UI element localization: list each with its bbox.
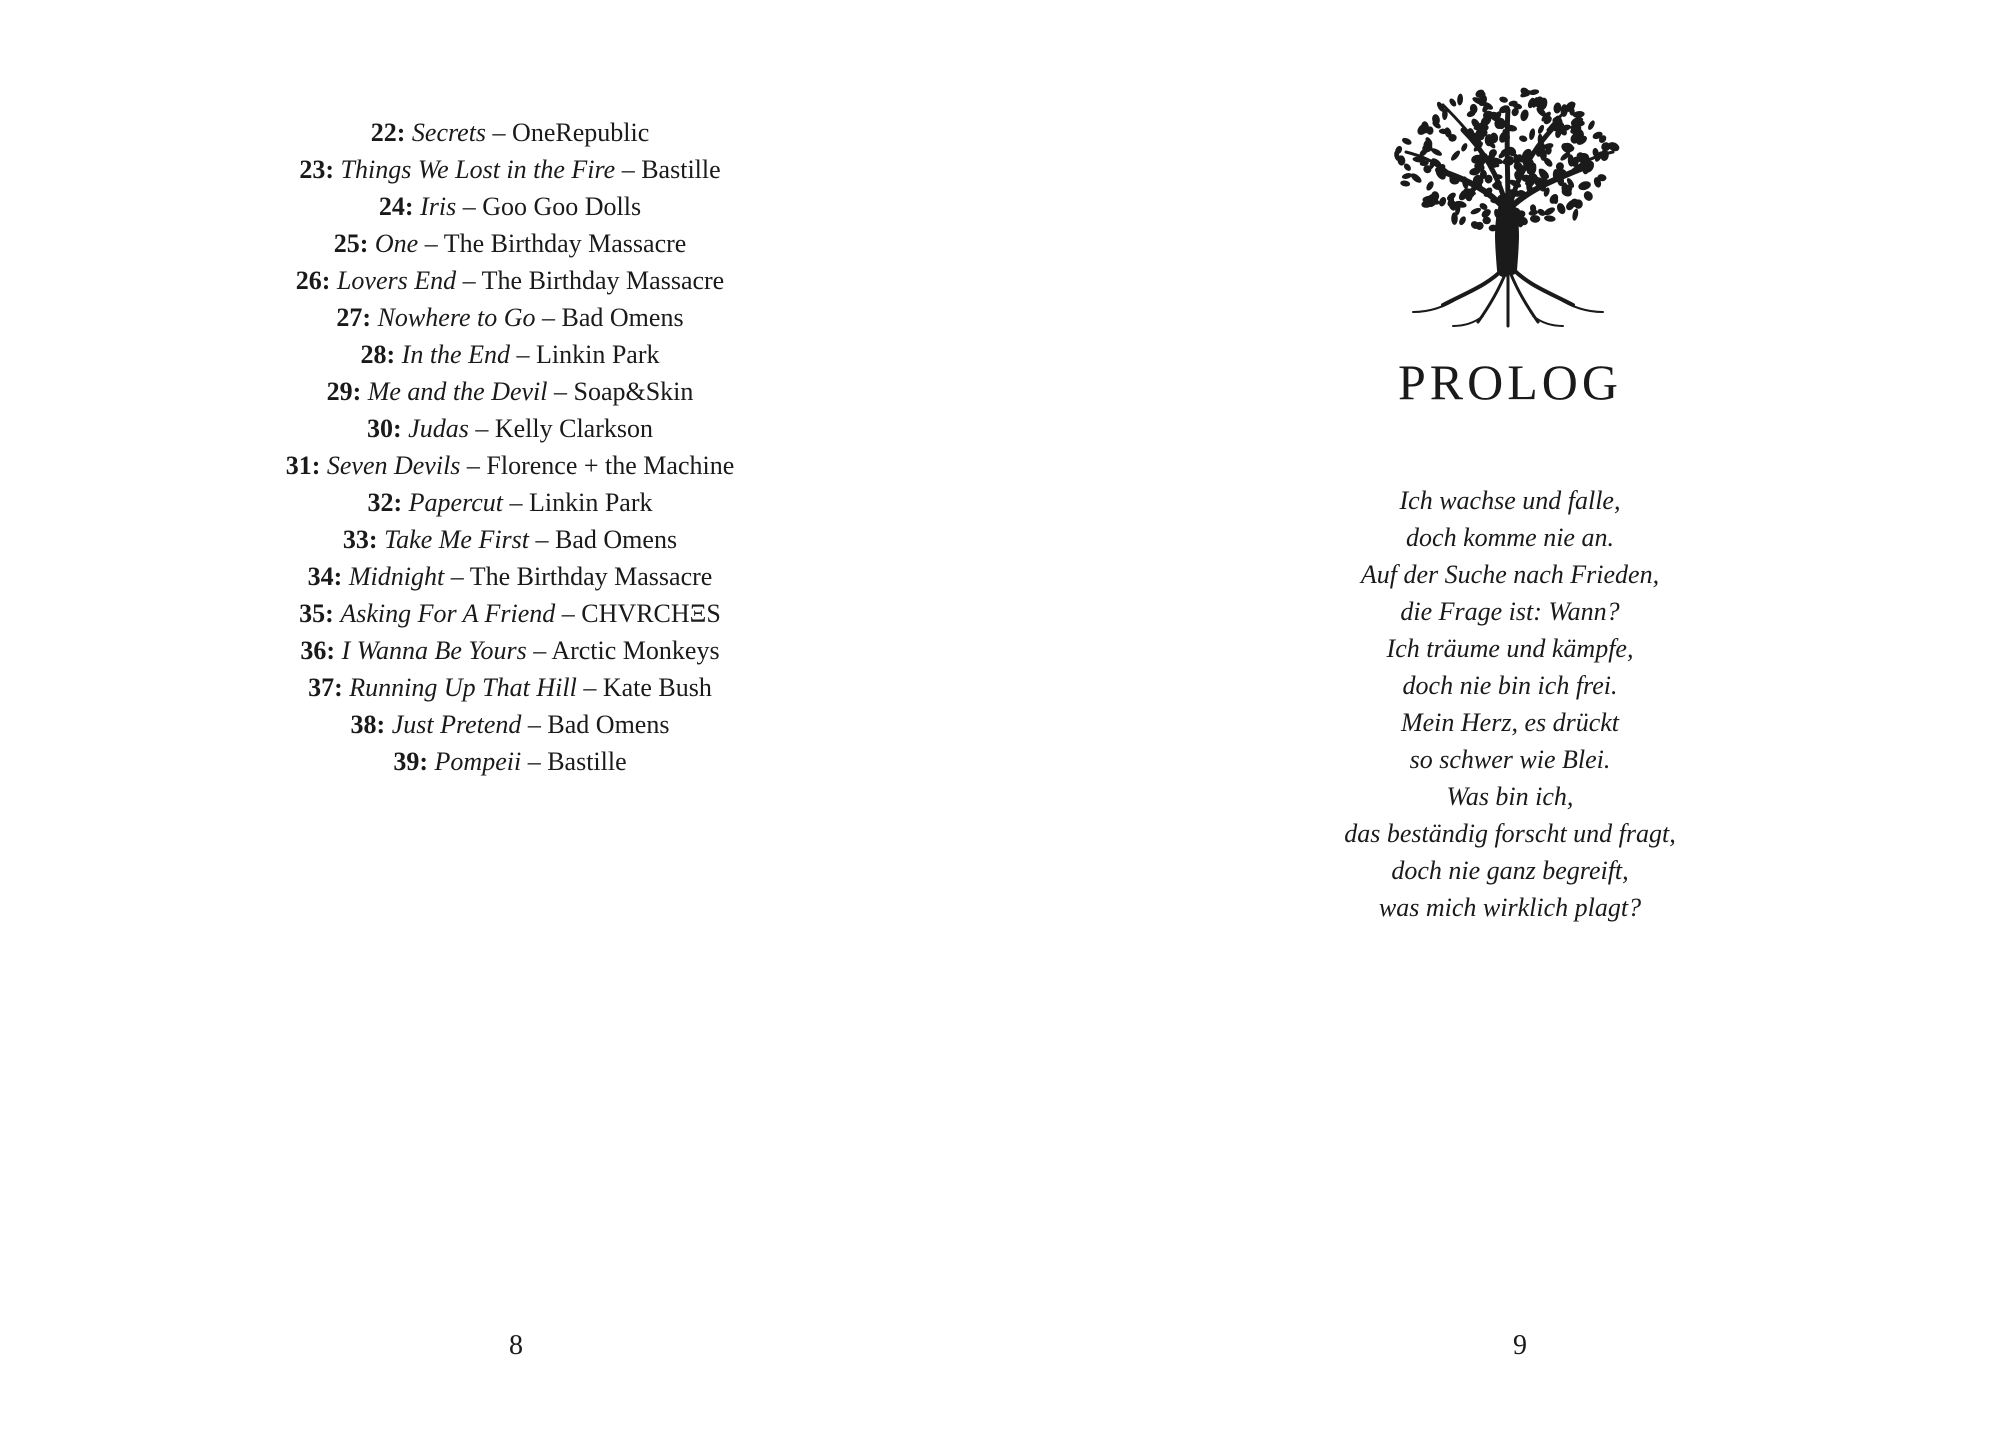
track-artist: The Birthday Massacre	[469, 562, 713, 591]
track-number: 25:	[333, 229, 369, 258]
track-separator: –	[509, 340, 536, 369]
track-artist: Kate Bush	[602, 673, 712, 702]
track-separator: –	[547, 377, 574, 406]
playlist-item	[200, 373, 820, 410]
poem-line: die Frage ist: Wann?	[1400, 597, 1620, 626]
track-number: 30:	[367, 414, 402, 443]
track-number: 26:	[295, 266, 331, 295]
track-title: Running Up That Hill	[349, 673, 577, 702]
poem-line: doch nie ganz begreift,	[1391, 856, 1629, 885]
track-separator: –	[486, 118, 513, 147]
track-separator: –	[444, 562, 470, 591]
track-artist: Arctic Monkeys	[551, 636, 720, 665]
track-number: 23:	[299, 155, 335, 184]
track-artist: Linkin Park	[535, 340, 660, 369]
track-number: 37:	[308, 673, 343, 702]
playlist-item	[200, 484, 820, 521]
track-artist: Bastille	[641, 155, 721, 184]
track-title: Asking For A Friend	[340, 599, 556, 628]
track-title: Lovers End	[336, 266, 457, 295]
poem-line: doch komme nie an.	[1406, 523, 1614, 552]
poem	[1250, 482, 1770, 926]
track-title: Take Me First	[384, 525, 530, 554]
track-title: In the End	[401, 340, 510, 369]
track-separator: –	[529, 525, 556, 554]
poem-line: Ich träume und kämpfe,	[1386, 634, 1634, 663]
track-number: 22:	[370, 118, 406, 147]
playlist-item	[200, 188, 820, 225]
track-artist: Linkin Park	[529, 488, 653, 517]
poem-line: so schwer wie Blei.	[1409, 745, 1611, 774]
playlist-item	[200, 669, 820, 706]
playlist-item	[200, 151, 820, 188]
track-number: 24:	[378, 192, 414, 221]
track-separator: –	[456, 192, 483, 221]
track-artist: Goo Goo Dolls	[482, 192, 642, 221]
track-artist: Bad Omens	[547, 710, 670, 739]
track-number: 38:	[350, 710, 386, 739]
track-separator: –	[576, 673, 603, 702]
playlist-item	[200, 114, 820, 151]
track-artist: Soap&Skin	[573, 377, 694, 406]
track-number: 29:	[326, 377, 362, 406]
poem-line: Mein Herz, es drückt	[1400, 708, 1620, 737]
track-title: Just Pretend	[391, 710, 522, 739]
poem-line: Ich wachse und falle,	[1399, 486, 1621, 515]
playlist-item	[200, 410, 820, 447]
playlist-item	[200, 632, 820, 669]
playlist-item	[200, 262, 820, 299]
track-title: One	[374, 229, 419, 258]
track-separator: –	[521, 747, 548, 776]
track-title: Me and the Devil	[367, 377, 548, 406]
track-title: Midnight	[348, 562, 445, 591]
track-separator: –	[456, 266, 482, 295]
playlist	[200, 114, 820, 780]
poem-line: das beständig forscht und fragt,	[1344, 819, 1676, 848]
track-separator: –	[526, 636, 552, 665]
page-number-left: 8	[509, 1330, 523, 1361]
track-title: Pompeii	[434, 747, 522, 776]
poem-line: Auf der Suche nach Frieden,	[1360, 560, 1660, 589]
poem-line: doch nie bin ich frei.	[1402, 671, 1618, 700]
track-number: 33:	[342, 525, 378, 554]
playlist-item	[200, 299, 820, 336]
track-title: Seven Devils	[326, 451, 461, 480]
track-separator: –	[460, 451, 487, 480]
playlist-item	[200, 743, 820, 780]
track-separator: –	[615, 155, 642, 184]
track-title: Iris	[420, 192, 457, 221]
track-title: Nowhere to Go	[377, 303, 536, 332]
track-artist: OneRepublic	[512, 118, 650, 147]
track-artist: Bastille	[547, 747, 627, 776]
track-separator: –	[503, 488, 529, 517]
track-number: 35:	[299, 599, 334, 628]
track-separator: –	[468, 414, 495, 443]
track-title: Things We Lost in the Fire	[340, 155, 616, 184]
track-number: 34:	[307, 562, 343, 591]
track-number: 32:	[367, 488, 403, 517]
track-artist: Bad Omens	[555, 525, 678, 554]
track-artist: The Birthday Massacre	[481, 266, 725, 295]
track-separator: –	[418, 229, 444, 258]
right-page	[1000, 0, 2000, 1448]
track-number: 27:	[336, 303, 372, 332]
playlist-item	[200, 521, 820, 558]
playlist-item	[200, 706, 820, 743]
playlist-item	[200, 447, 820, 484]
track-number: 39:	[393, 747, 429, 776]
track-artist: The Birthday Massacre	[443, 229, 687, 258]
track-title: Judas	[408, 414, 469, 443]
track-separator: –	[555, 599, 582, 628]
track-title: I Wanna Be Yours	[341, 636, 527, 665]
track-title: Secrets	[411, 118, 487, 147]
tree-of-life-icon	[1388, 80, 1628, 330]
playlist-item	[200, 558, 820, 595]
track-artist: Bad Omens	[561, 303, 684, 332]
playlist-item	[200, 225, 820, 262]
chapter-title: PROLOG	[1397, 354, 1623, 410]
playlist-item	[200, 595, 820, 632]
playlist-item	[200, 336, 820, 373]
poem-line: Was bin ich,	[1446, 782, 1574, 811]
track-separator: –	[535, 303, 562, 332]
page-number-right: 9	[1513, 1330, 1527, 1361]
track-number: 31:	[285, 451, 321, 480]
poem-line: was mich wirklich plagt?	[1378, 893, 1642, 922]
track-number: 36:	[300, 636, 336, 665]
track-artist: CHVRCHΞS	[581, 599, 721, 628]
track-separator: –	[521, 710, 548, 739]
track-title: Papercut	[408, 488, 503, 517]
track-artist: Kelly Clarkson	[494, 414, 653, 443]
track-number: 28:	[360, 340, 396, 369]
track-artist: Florence + the Machine	[486, 451, 735, 480]
